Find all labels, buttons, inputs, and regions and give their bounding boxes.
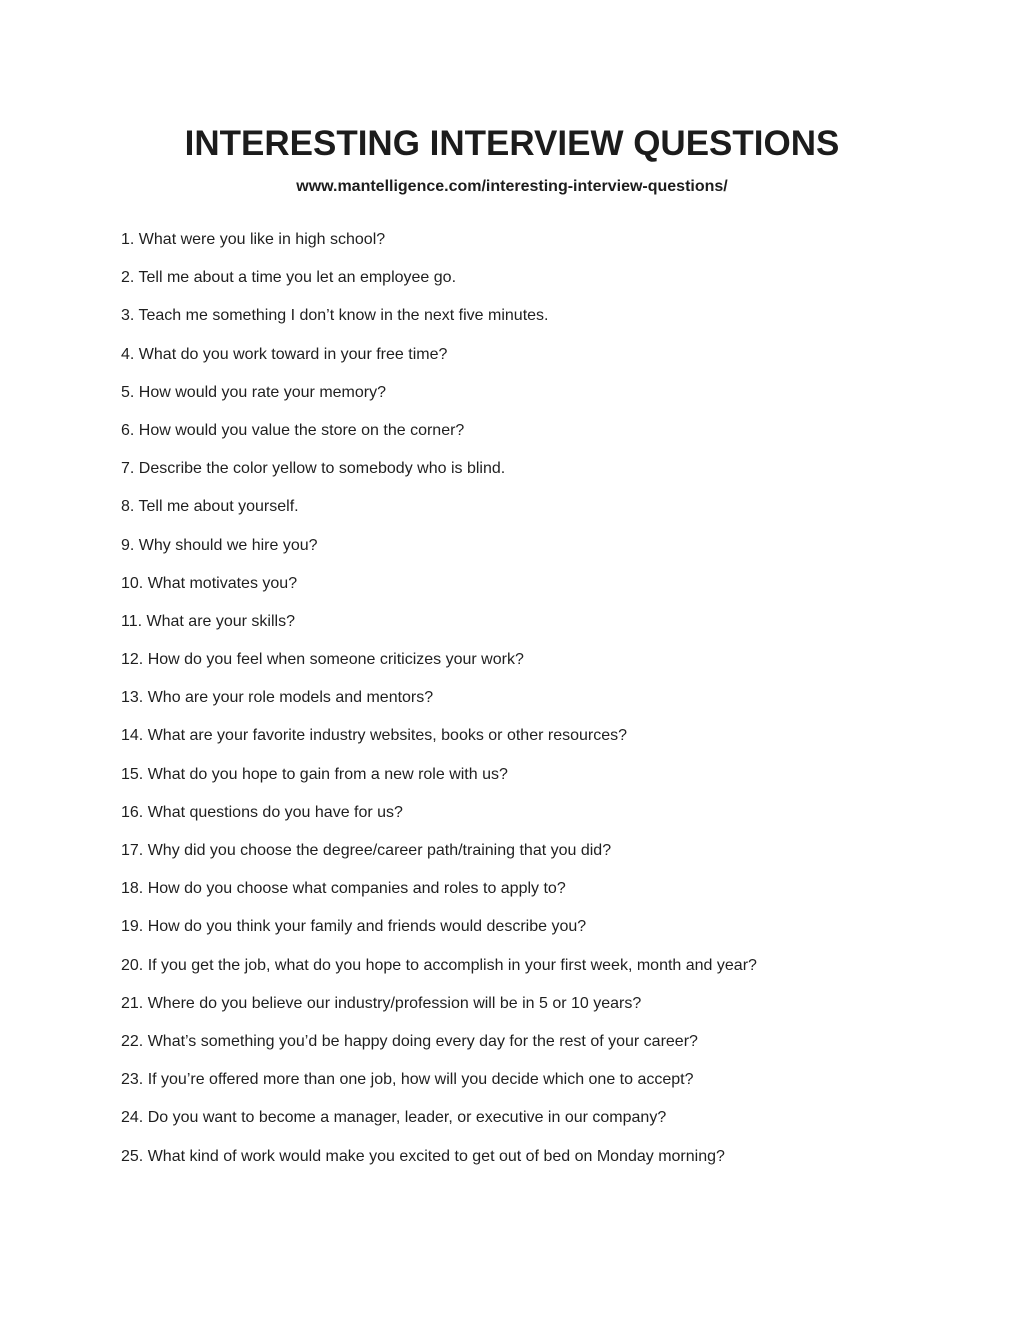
question-item: 22. What’s something you’d be happy doing every day for the rest of your career? <box>121 1032 698 1050</box>
question-item: 2. Tell me about a time you let an employee go. <box>121 269 457 287</box>
question-list <box>121 229 757 1184</box>
question-item: 21. Where do you believe our industry/profession will be in 5 or 10 years? <box>121 994 642 1012</box>
question-item: 19. How do you think your family and friends would describe you? <box>121 918 587 936</box>
question-item: 6. How would you value the store on the corner? <box>121 421 465 439</box>
question-item: 17. Why did you choose the degree/career path/training that you did? <box>121 842 612 859</box>
question-item: 12. How do you feel when someone criticizes your work? <box>121 651 524 669</box>
question-item: 1. What were you like in high school? <box>121 231 386 248</box>
question-item: 14. What are your favorite industry websites, books or other resources? <box>121 727 628 745</box>
question-item: 8. Tell me about yourself. <box>121 498 299 516</box>
question-item: 13. Who are your role models and mentors? <box>121 689 434 707</box>
question-item: 20. If you get the job, what do you hope to accomplish in your first week, month and year? <box>121 956 757 974</box>
source-url: www.mantelligence.com/interesting-interview-questions/ <box>296 178 728 195</box>
page-title: INTERESTING INTERVIEW QUESTIONS <box>184 124 840 163</box>
question-item: 10. What motivates you? <box>121 574 298 592</box>
question-item: 7. Describe the color yellow to somebody who is blind. <box>121 460 506 478</box>
question-item: 18. How do you choose what companies and roles to apply to? <box>121 880 566 898</box>
question-item: 16. What questions do you have for us? <box>121 803 403 821</box>
question-item: 25. What kind of work would make you excited to get out of bed on Monday morning? <box>121 1147 725 1165</box>
question-item: 24. Do you want to become a manager, leader, or executive in our company? <box>121 1109 667 1127</box>
question-item: 23. If you’re offered more than one job, how will you decide which one to accept? <box>121 1071 694 1089</box>
question-item: 15. What do you hope to gain from a new role with us? <box>121 765 508 783</box>
question-item: 3. Teach me something I don’t know in the next five minutes. <box>121 307 549 325</box>
question-item: 4. What do you work toward in your free time? <box>121 345 448 363</box>
question-item: 9. Why should we hire you? <box>121 536 318 554</box>
question-item: 5. How would you rate your memory? <box>121 383 386 401</box>
question-item: 11. What are your skills? <box>121 612 295 630</box>
